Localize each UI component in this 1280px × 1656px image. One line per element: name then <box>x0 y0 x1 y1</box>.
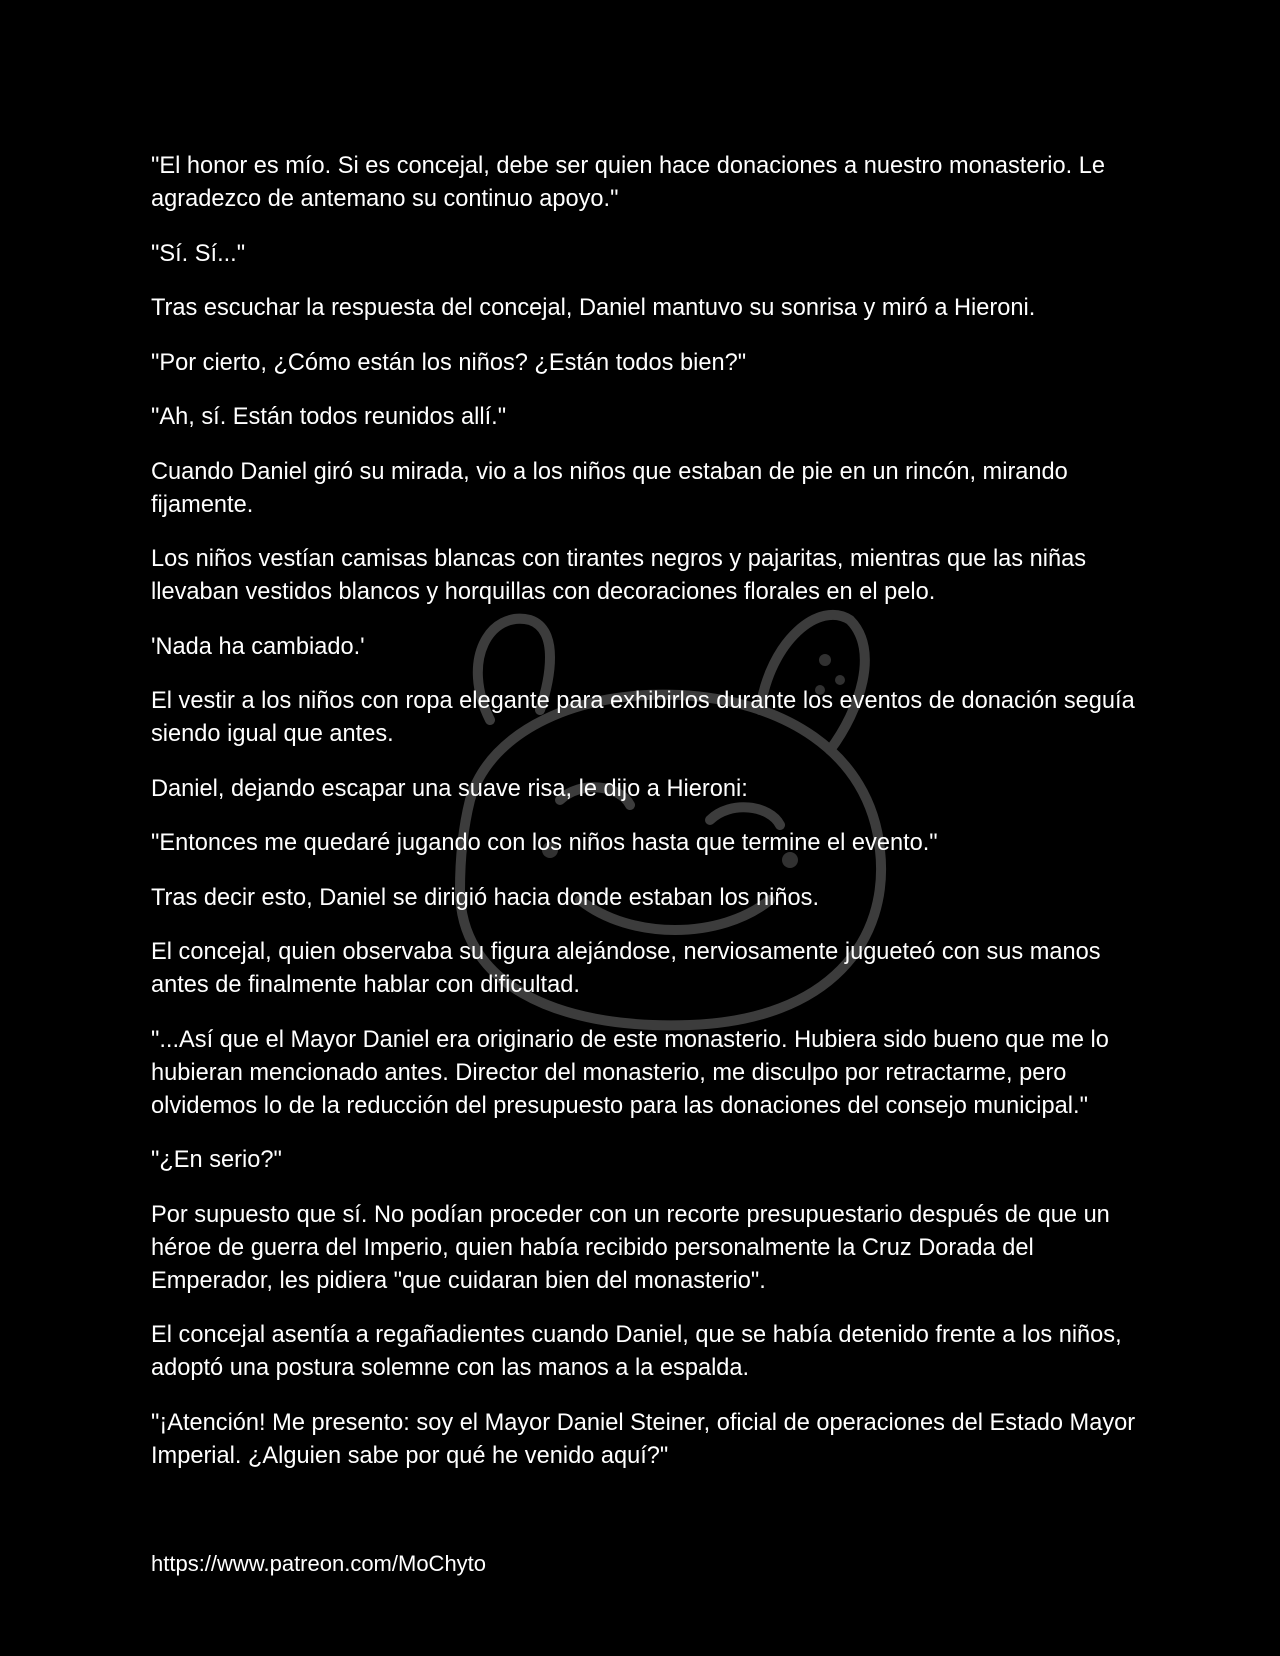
paragraph: "Ah, sí. Están todos reunidos allí." <box>151 404 507 430</box>
paragraph: Por supuesto que sí. No podían proceder con un recorte presupuestario después de que un héroe de guerra del Imperio, quien había recibido personalmente la Cruz Dorada del Emperador, les pidiera "que cuidaran bien del monasterio". <box>151 1201 1110 1294</box>
paragraph: El concejal, quien observaba su figura alejándose, nerviosamente jugueteó con sus manos antes de finalmente hablar con dificultad. <box>151 939 1101 998</box>
paragraph: Los niños vestían camisas blancas con tirantes negros y pajaritas, mientras que las niñas llevaban vestidos blancos y horquillas con decoraciones florales en el pelo. <box>151 546 1087 605</box>
paragraph: Daniel, dejando escapar una suave risa, le dijo a Hieroni: <box>151 775 748 802</box>
paragraph: 'Nada ha cambiado.' <box>151 633 365 660</box>
paragraph: El vestir a los niños con ropa elegante para exhibirlos durante los eventos de donación seguía siendo igual que antes. <box>151 688 1135 747</box>
paragraph: El concejal asentía a regañadientes cuando Daniel, que se había detenido frente a los niños, adoptó una postura solemne con las manos a la espalda. <box>151 1322 1122 1381</box>
paragraph: "¿En serio?" <box>151 1147 282 1173</box>
paragraph: "El honor es mío. Si es concejal, debe ser quien hace donaciones a nuestro monasterio. Le agradezco de antemano su continuo apoyo." <box>151 153 1106 212</box>
paragraph: Cuando Daniel giró su mirada, vio a los niños que estaban de pie en un rincón, mirando fijamente. <box>151 458 1068 518</box>
paragraph: "...Así que el Mayor Daniel era originario de este monasterio. Hubiera sido bueno que me lo hubieran mencionado antes. Director del monasterio, me disculpo por retractarme, pero olvidemos lo de la reducción del presupuesto para las donaciones del consejo municipal." <box>151 1026 1109 1119</box>
paragraph: "Sí. Sí..." <box>151 240 246 267</box>
chapter-text <box>151 150 1136 1494</box>
paragraph: "Entonces me quedaré jugando con los niños hasta que termine el evento." <box>151 830 938 856</box>
paragraph: "Por cierto, ¿Cómo están los niños? ¿Están todos bien?" <box>151 349 747 376</box>
paragraph: Tras escuchar la respuesta del concejal, Daniel mantuvo su sonrisa y miró a Hieroni. <box>151 295 1036 321</box>
paragraph: Tras decir esto, Daniel se dirigió hacia donde estaban los niños. <box>151 884 819 911</box>
patreon-link[interactable]: https://www.patreon.com/MoChyto <box>151 1551 487 1576</box>
paragraph: "¡Atención! Me presento: soy el Mayor Daniel Steiner, oficial de operaciones del Estado Mayor Imperial. ¿Alguien sabe por qué he venido aquí?" <box>151 1409 1136 1469</box>
